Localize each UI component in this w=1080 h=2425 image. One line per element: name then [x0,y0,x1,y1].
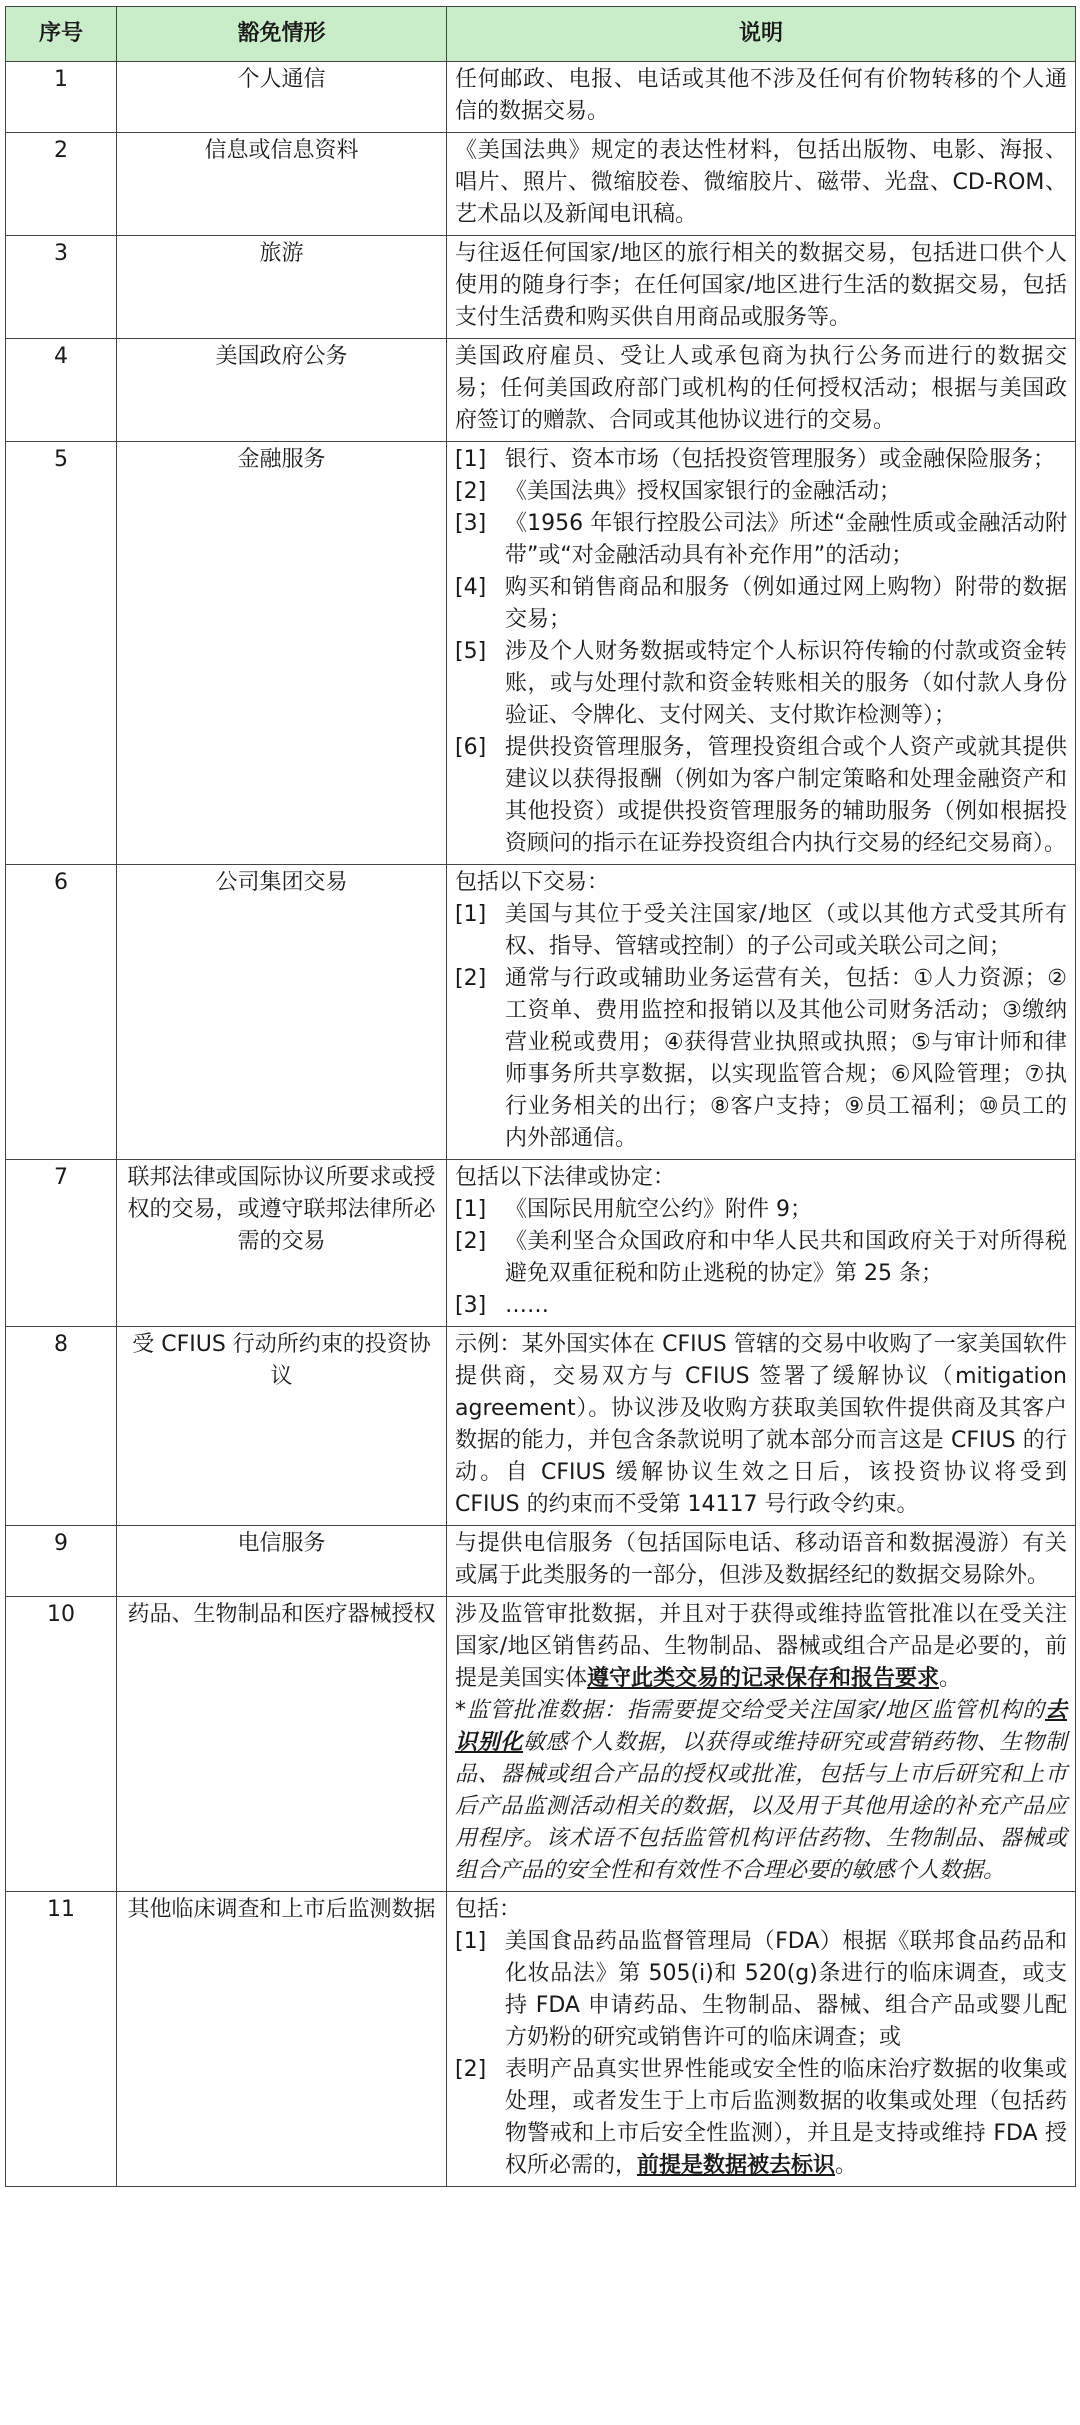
row-category: 联邦法律或国际协议所要求或授权的交易，或遵守联邦法律所必需的交易 [117,1160,447,1327]
row-intro: 包括： [455,1897,522,1922]
item-tag: [1] [455,1197,487,1222]
item-tag: [5] [455,639,487,664]
item-text: 提供投资管理服务，管理投资组合或个人资产或就其提供建议以获得报酬（例如为客户制定策略和处理金融资产和其他投资）或提供投资管理服务的辅助服务（例如根据投资顾问的指示在证券投资组合内执行交易的经纪交易商）。 [505,735,1067,856]
row-category: 个人通信 [117,62,447,133]
item-tag: [6] [455,735,487,760]
list-item [455,732,1067,860]
row-description [447,1160,1076,1327]
item-text: 《美利坚合众国政府和中华人民共和国政府关于对所得税避免双重征税和防止逃税的协定》第 25 条； [505,1229,1067,1286]
header-number: 序号 [6,7,117,62]
main-text-underlined: 遵守此类交易的记录保存和报告要求 [587,1666,940,1691]
item-text: 涉及个人财务数据或特定个人标识符传输的付款或资金转账，或与处理付款和资金转账相关的服务（如付款人身份验证、令牌化、支付网关、支付欺诈检测等）； [505,639,1067,728]
list-item [455,1194,1067,1226]
table-row [6,1526,1076,1597]
item-text: …… [505,1293,549,1318]
row-category: 美国政府公务 [117,339,447,442]
row-number: 2 [6,133,117,236]
table-row [6,1892,1076,2187]
list-item [455,636,1067,732]
item-text: 购买和销售商品和服务（例如通过网上购物）附带的数据交易； [505,575,1067,632]
item-tag: [3] [455,1293,487,1318]
row-number: 1 [6,62,117,133]
item-text: 《美国法典》授权国家银行的金融活动； [505,479,902,504]
list-item [455,1226,1067,1290]
row-number: 5 [6,442,117,865]
row-main-text [455,1599,1067,1695]
note-text-underlined: 去识别化 [455,1698,1067,1755]
table-row [6,442,1076,865]
header-description: 说明 [447,7,1076,62]
row-description: 任何邮政、电报、电话或其他不涉及任何有价物转移的个人通信的数据交易。 [447,62,1076,133]
row-category: 金融服务 [117,442,447,865]
row-number: 11 [6,1892,117,2187]
item-tag: [1] [455,447,487,472]
row-description: 示例：某外国实体在 CFIUS 管辖的交易中收购了一家美国软件提供商，交易双方与 CFIUS 签署了缓解协议（mitigation agreement）。协议涉及收购方获取美国软件提供商及其客户数据的能力，并包含条款说明了就本部分而言这是 CFIUS 的行动。自 CFIUS 缓解协议生效之日后，该投资协议将受到 CFIUS 的约束而不受第 14117 号行政令约束。 [447,1327,1076,1526]
row-description [447,865,1076,1160]
table-row [6,1327,1076,1526]
row-description: 美国政府雇员、受让人或承包商为执行公务而进行的数据交易；任何美国政府部门或机构的任何授权活动；根据与美国政府签订的赠款、合同或其他协议进行的交易。 [447,339,1076,442]
note-text-b: 敏感个人数据，以获得或维持研究或营销药物、生物制品、器械或组合产品的授权或批准，包括与上市后研究和上市后产品监测活动相关的数据，以及用于其他用途的补充产品应用程序。该术语不包括监管机构评估药物、生物制品、器械或组合产品的安全性和有效性不合理必要的敏感个人数据。 [455,1730,1067,1883]
table-header-row [6,7,1076,62]
list-item [455,572,1067,636]
definition-note [455,1695,1067,1887]
row-description [447,1597,1076,1892]
list-item [455,476,1067,508]
item-tag: [3] [455,511,487,536]
row-number: 10 [6,1597,117,1892]
row-description [447,1892,1076,2187]
item-tag: [2] [455,479,487,504]
row-category: 电信服务 [117,1526,447,1597]
list-item [455,1290,1067,1322]
row-category: 其他临床调查和上市后监测数据 [117,1892,447,2187]
row-category: 旅游 [117,236,447,339]
exemption-table [5,6,1076,2187]
item-tag: [2] [455,2057,487,2082]
item-tag: [4] [455,575,487,600]
item-text-b: 。 [835,2153,858,2178]
table-row [6,1597,1076,1892]
table-row [6,236,1076,339]
row-description [447,442,1076,865]
row-category: 受 CFIUS 行动所约束的投资协议 [117,1327,447,1526]
item-tag: [2] [455,1229,487,1254]
row-description: 《美国法典》规定的表达性材料，包括出版物、电影、海报、唱片、照片、微缩胶卷、微缩胶片、磁带、光盘、CD-ROM、艺术品以及新闻电讯稿。 [447,133,1076,236]
table-row [6,1160,1076,1327]
row-number: 8 [6,1327,117,1526]
item-tag: [2] [455,966,487,991]
row-number: 3 [6,236,117,339]
row-intro: 包括以下法律或协定： [455,1165,676,1190]
row-intro: 包括以下交易： [455,870,610,895]
list-item [455,444,1067,476]
item-text-a: 表明产品真实世界性能或安全性的临床治疗数据的收集或处理，或者发生于上市后监测数据的收集或处理（包括药物警戒和上市后安全性监测），并且是支持或维持 FDA 授权所必需的， [505,2057,1067,2178]
row-category: 药品、生物制品和医疗器械授权 [117,1597,447,1892]
table-row [6,133,1076,236]
item-text: 《国际民用航空公约》附件 9； [505,1197,812,1222]
table-row [6,865,1076,1160]
item-tag: [1] [455,1929,487,1954]
row-category: 公司集团交易 [117,865,447,1160]
item-text: 美国食品药品监督管理局（FDA）根据《联邦食品药品和化妆品法》第 505(i)和 520(g)条进行的临床调查，或支持 FDA 申请药品、生物制品、器械、组合产品或婴儿配方奶粉的研究或销售许可的临床调查；或 [505,1929,1067,2050]
note-text-a: *监管批准数据：指需要提交给受关注国家/地区监管机构的 [455,1698,1045,1723]
list-item [455,508,1067,572]
row-number: 9 [6,1526,117,1597]
row-number: 6 [6,865,117,1160]
item-text [505,2054,1067,2182]
item-text-underlined: 前提是数据被去标识 [637,2153,836,2178]
row-number: 4 [6,339,117,442]
list-item [455,963,1067,1155]
main-text-b: 。 [939,1666,962,1691]
row-description: 与提供电信服务（包括国际电话、移动语音和数据漫游）有关或属于此类服务的一部分，但涉及数据经纪的数据交易除外。 [447,1526,1076,1597]
row-description: 与往返任何国家/地区的旅行相关的数据交易，包括进口供个人使用的随身行李；在任何国家/地区进行生活的数据交易，包括支付生活费和购买供自用商品或服务等。 [447,236,1076,339]
exemption-table-container [5,6,1075,2187]
list-item [455,1926,1067,2054]
list-item [455,2054,1067,2182]
list-item [455,899,1067,963]
table-row [6,62,1076,133]
table-row [6,339,1076,442]
main-text-a: 涉及监管审批数据，并且对于获得或维持监管批准以在受关注国家/地区销售药品、生物制品、器械或组合产品是必要的，前提是美国实体 [455,1602,1067,1691]
item-text: 《1956 年银行控股公司法》所述“金融性质或金融活动附带”或“对金融活动具有补充作用”的活动； [505,511,1067,568]
item-tag: [1] [455,902,487,927]
header-exemption: 豁免情形 [117,7,447,62]
row-number: 7 [6,1160,117,1327]
item-text: 美国与其位于受关注国家/地区（或以其他方式受其所有权、指导、管辖或控制）的子公司或关联公司之间； [505,902,1067,959]
item-text: 银行、资本市场（包括投资管理服务）或金融保险服务； [505,447,1056,472]
item-text: 通常与行政或辅助业务运营有关，包括：①人力资源；②工资单、费用监控和报销以及其他公司财务活动；③缴纳营业税或费用；④获得营业执照或执照；⑤与审计师和律师事务所共享数据，以实现监管合规；⑥风险管理；⑦执行业务相关的出行；⑧客户支持；⑨员工福利；⑩员工的内外部通信。 [505,966,1067,1151]
row-category: 信息或信息资料 [117,133,447,236]
